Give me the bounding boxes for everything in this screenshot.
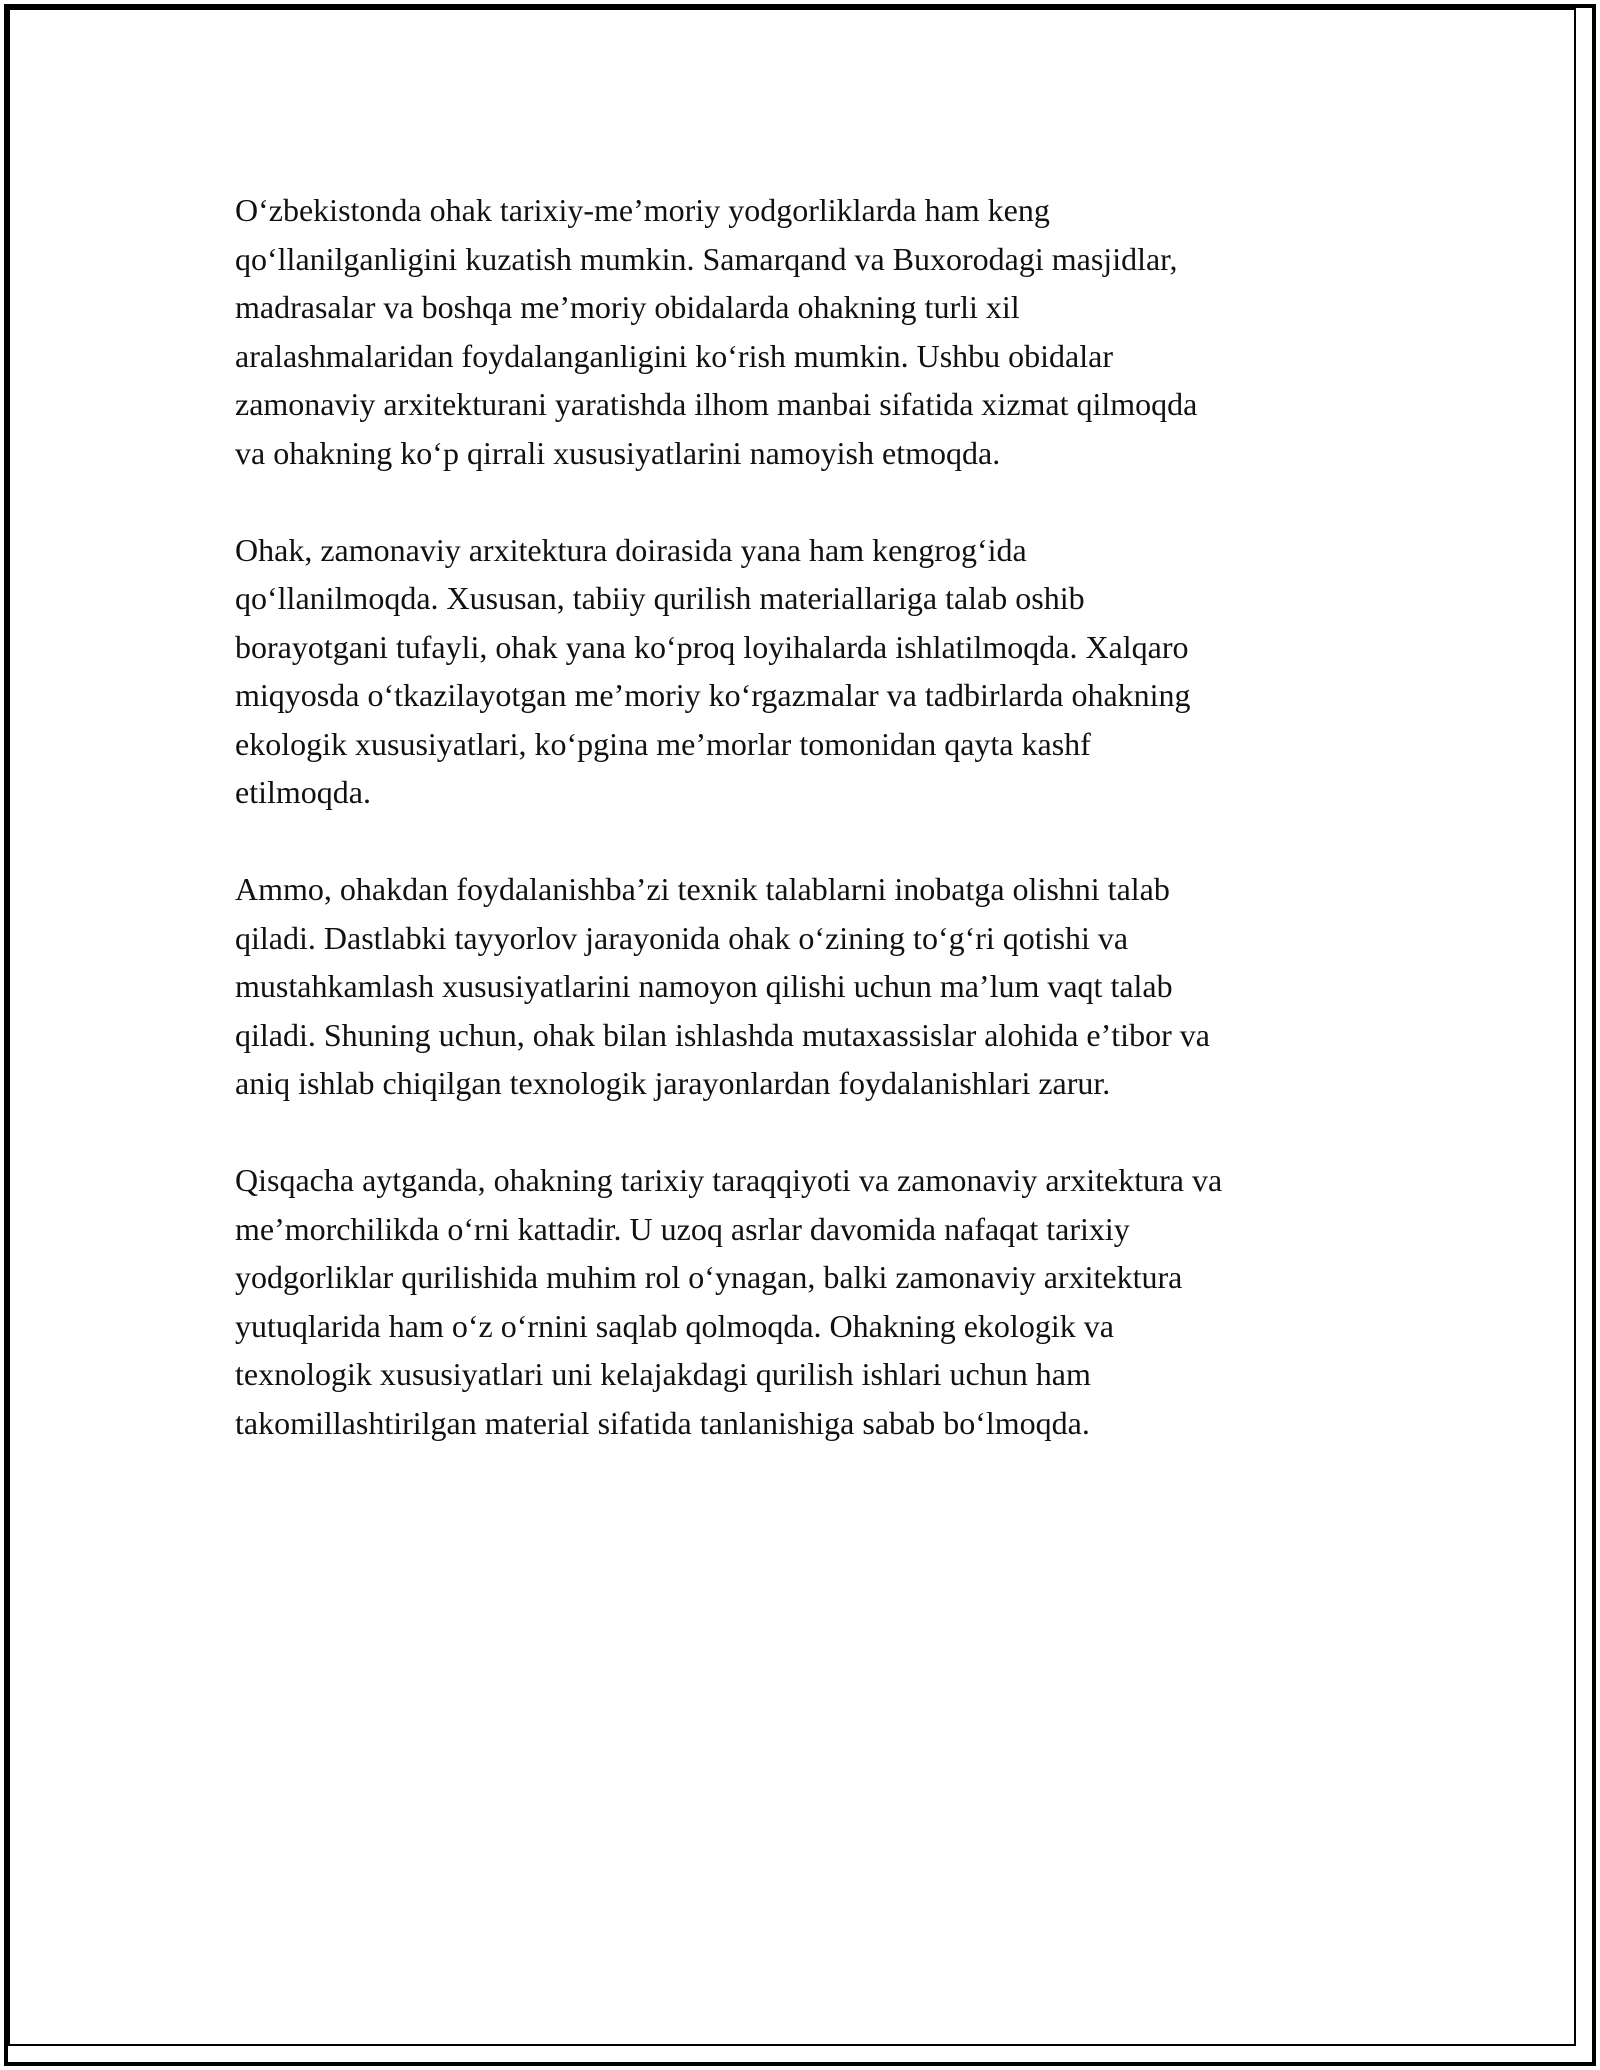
text-line: Oʻzbekistonda ohak tarixiy-meʼmoriy yodgorliklarda ham keng	[235, 192, 1050, 228]
text-line: zamonaviy arxitekturani yaratishda ilhom manbai sifatida xizmat qilmoqda	[235, 386, 1198, 422]
paragraph-2	[235, 526, 1395, 817]
text-line: takomillashtirilgan material sifatida tanlanishiga sabab boʻlmoqda.	[235, 1404, 1090, 1441]
text-line: qiladi. Dastlabki tayyorlov jarayonida ohak oʻzining toʻgʻri qotishi va	[235, 919, 1129, 956]
text-line: Ohak, zamonaviy arxitektura doirasida yana ham kengrogʻida	[235, 531, 1027, 568]
paragraph-1	[235, 186, 1395, 477]
text-line: qoʻllanilganligini kuzatish mumkin. Samarqand va Buxorodagi masjidlar,	[235, 240, 1178, 277]
document-body	[235, 186, 1395, 1496]
text-line: texnologik xususiyatlari uni kelajakdagi qurilish ishlari uchun ham	[235, 1356, 1091, 1392]
text-line: mustahkamlash xususiyatlarini namoyon qilishi uchun maʼlum vaqt talab	[235, 968, 1173, 1004]
text-line: yutuqlarida ham oʻz oʻrnini saqlab qolmoqda. Ohakning ekologik va	[235, 1307, 1114, 1344]
text-line: qoʻllanilmoqda. Xususan, tabiiy qurilish materiallariga talab oshib	[235, 580, 1085, 616]
paragraph-4	[235, 1156, 1395, 1447]
text-line: aniq ishlab chiqilgan texnologik jarayonlardan foydalanishlari zarur.	[235, 1065, 1111, 1101]
text-line: aralashmalaridan foydalanganligini koʻrish mumkin. Ushbu obidalar	[235, 337, 1113, 374]
text-line: yodgorliklar qurilishida muhim rol oʻynagan, balki zamonaviy arxitektura	[235, 1259, 1183, 1295]
text-line: qiladi. Shuning uchun, ohak bilan ishlashda mutaxassislar alohida eʼtibor va	[235, 1016, 1210, 1053]
text-line: etilmoqda.	[235, 774, 371, 810]
text-line: Ammo, ohakdan foydalanishbaʼzi texnik talablarni inobatga olishni talab	[235, 871, 1170, 907]
text-line: madrasalar va boshqa meʼmoriy obidalarda ohakning turli xil	[235, 289, 1020, 325]
text-line: miqyosda oʻtkazilayotgan meʼmoriy koʻrgazmalar va tadbirlarda ohakning	[235, 677, 1191, 713]
text-line: meʼmorchilikda oʻrni kattadir. U uzoq asrlar davomida nafaqat tarixiy	[235, 1210, 1130, 1247]
text-line: Qisqacha aytganda, ohakning tarixiy taraqqiyoti va zamonaviy arxitektura va	[235, 1162, 1223, 1198]
text-line: va ohakning koʻp qirrali xususiyatlarini namoyish etmoqda.	[235, 434, 1001, 471]
text-line: borayotgani tufayli, ohak yana koʻproq loyihalarda ishlatilmoqda. Xalqaro	[235, 628, 1189, 665]
paragraph-3	[235, 865, 1395, 1108]
text-line: ekologik xususiyatlari, koʻpgina meʼmorlar tomonidan qayta kashf	[235, 725, 1091, 762]
